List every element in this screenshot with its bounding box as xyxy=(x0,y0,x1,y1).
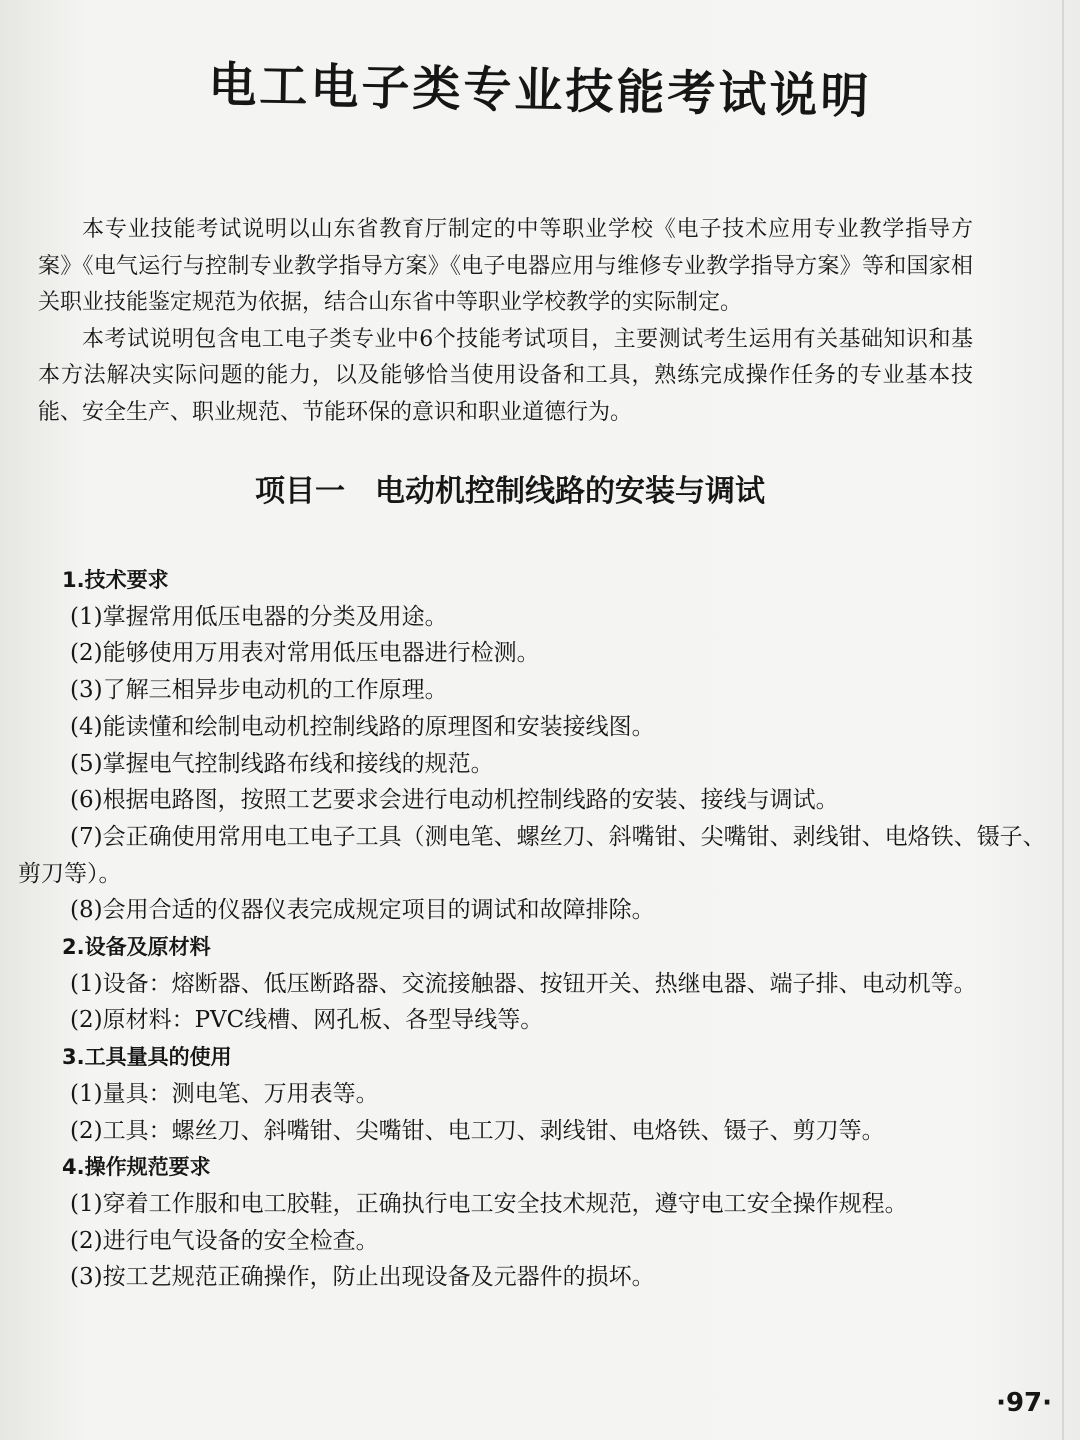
list-item: (3)了解三相异步电动机的工作原理。 xyxy=(70,677,448,704)
list-item: (7)会正确使用常用电工电子工具（测电笔、螺丝刀、斜嘴钳、尖嘴钳、剥线钳、电烙铁、镊子、剪刀等）。 xyxy=(18,823,1046,887)
list-item: (2)进行电气设备的安全检查。 xyxy=(70,1227,379,1254)
list-item: (2)能够使用万用表对常用低压电器进行检测。 xyxy=(70,640,540,667)
subsection-heading: 1.技术要求 xyxy=(62,568,169,592)
list-item: (3)按工艺规范正确操作，防止出现设备及元器件的损坏。 xyxy=(70,1264,655,1291)
subsection-heading: 3.工具量具的使用 xyxy=(62,1045,232,1070)
list-item: (8)会用合适的仪器仪表完成规定项目的调试和故障排除。 xyxy=(70,897,655,924)
section-title: 项目一 电动机控制线路的安装与调试 xyxy=(255,474,765,509)
intro-text xyxy=(38,212,973,431)
list-item: (1)掌握常用低压电器的分类及用途。 xyxy=(70,603,448,630)
intro-paragraph: 本考试说明包含电工电子类专业中6个技能考试项目，主要测试考生运用有关基础知识和基本方法解决实际问题的能力，以及能够恰当使用设备和工具，熟练完成操作任务的专业基本技能、安全生产、职业规范、节能环保的意识和职业道德行为。 xyxy=(38,326,973,425)
section-content xyxy=(18,562,1048,1296)
list-item: (2)工具：螺丝刀、斜嘴钳、尖嘴钳、电工刀、剥线钳、电烙铁、镊子、剪刀等。 xyxy=(70,1117,885,1144)
list-item: (4)能读懂和绘制电动机控制线路的原理图和安装接线图。 xyxy=(70,713,655,740)
page-number: ·97· xyxy=(996,1388,1052,1418)
list-item: (6)根据电路图，按照工艺要求会进行电动机控制线路的安装、接线与调试。 xyxy=(70,787,839,814)
list-item: (2)原材料：PVC线槽、网孔板、各型导线等。 xyxy=(70,1007,544,1034)
list-item: (1)量具：测电笔、万用表等。 xyxy=(70,1080,379,1107)
document-title: 电工电子类专业技能考试说明 xyxy=(207,57,872,125)
list-item: (1)穿着工作服和电工胶鞋，正确执行电工安全技术规范，遵守电工安全操作规程。 xyxy=(70,1190,908,1217)
list-item: (1)设备：熔断器、低压断路器、交流接触器、按钮开关、热继电器、端子排、电动机等。 xyxy=(70,970,977,997)
list-item: (5)掌握电气控制线路布线和接线的规范。 xyxy=(70,750,494,777)
subsection-heading: 4.操作规范要求 xyxy=(62,1155,211,1180)
intro-paragraph: 本专业技能考试说明以山东省教育厅制定的中等职业学校《电子技术应用专业教学指导方案》《电气运行与控制专业教学指导方案》《电子电器应用与维修专业教学指导方案》等和国家相关职业技能鉴定规范为依据，结合山东省中等职业学校教学的实际制定。 xyxy=(38,217,973,315)
subsection-heading: 2.设备及原材料 xyxy=(62,935,211,960)
page-edge-shadow xyxy=(1062,0,1064,1440)
